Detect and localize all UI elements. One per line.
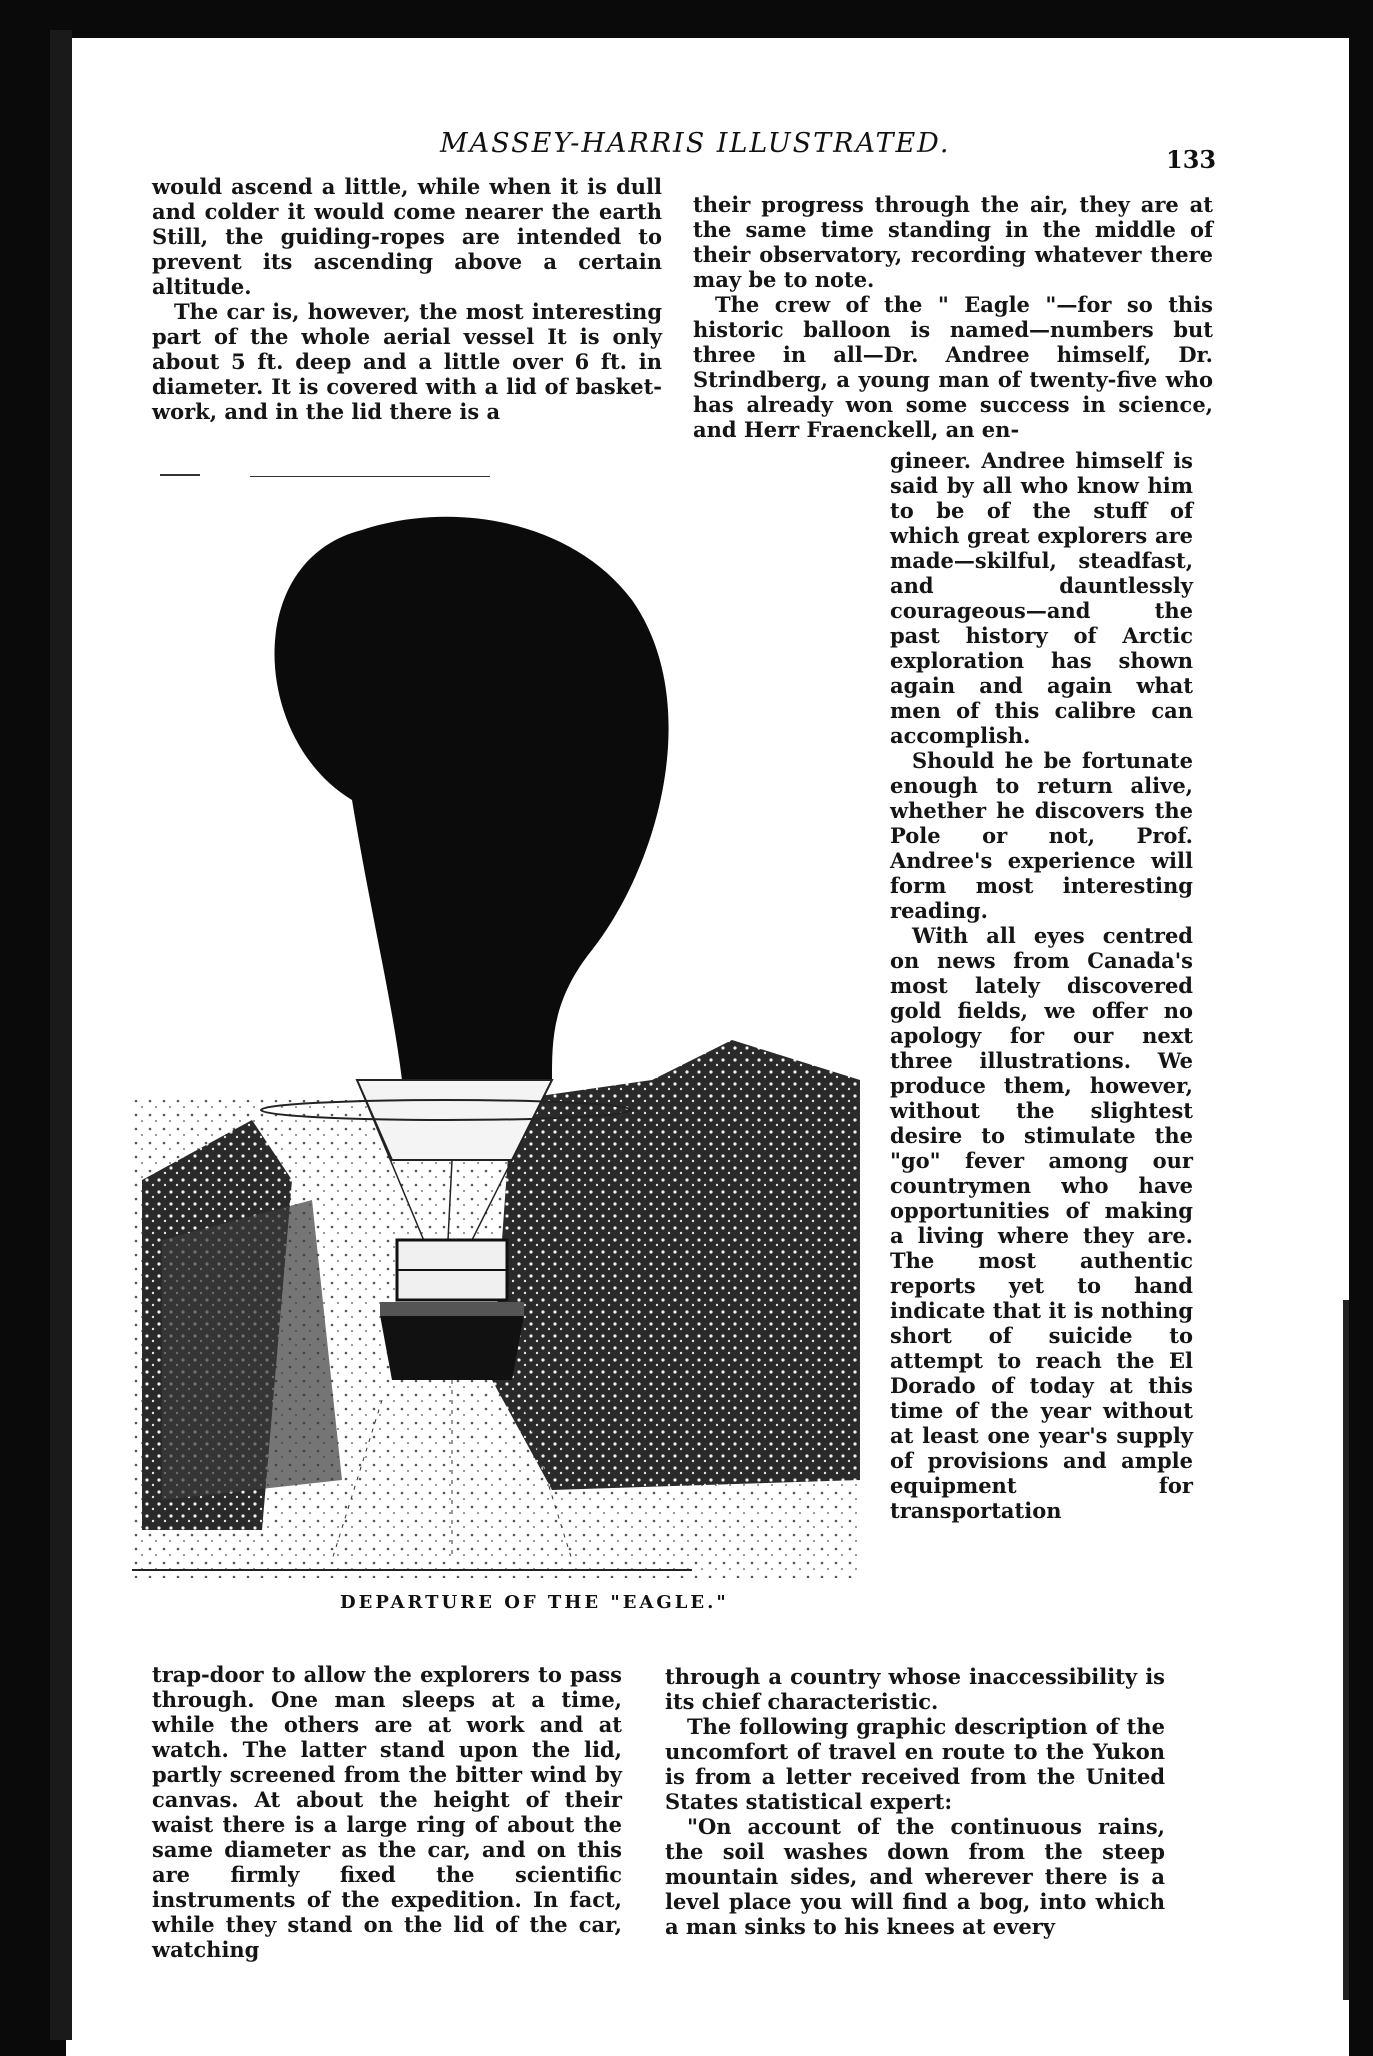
running-header: MASSEY-HARRIS ILLUSTRATED. [440, 128, 951, 159]
divider [250, 476, 490, 477]
balloon-illustration [132, 480, 860, 1578]
paragraph: gineer. Andree himself is said by all who know him to be of the stuff of which great explorers are made—skilful, steadfast, and dauntlessly courageous—and the past history of Arctic exploration has shown again and again what men of this calibre can accomplish. [890, 448, 1193, 748]
balloon-car [380, 1315, 524, 1380]
scan-border-right-noise [1343, 1300, 1349, 2000]
scan-border-right [1349, 0, 1373, 2056]
column-left-top [152, 174, 662, 424]
paragraph: "On account of the continuous rains, the soil washes down from the steep mountain sides, and wherever there is a level place you will find a bog, into which a man sinks to his knees at every [665, 1814, 1165, 1939]
paragraph: their progress through the air, they are at the same time standing in the middle of their observatory, recording whatever there may be to note. [693, 192, 1213, 292]
paragraph: The car is, however, the most interesting part of the whole aerial vessel It is only about 5 ft. deep and a little over 6 ft. in diameter. It is covered with a lid of basket-work, and in the lid there is a [152, 299, 662, 424]
illustration-caption: DEPARTURE OF THE "EAGLE." [340, 1592, 729, 1613]
column-left-bottom [152, 1662, 622, 1962]
paragraph: With all eyes centred on news from Canada's most lately discovered gold fields, we offer no apology for our next three illustrations. We produce them, however, without the slightest desire to stimulate the "go" fever among our countrymen who have opportunities of making a living where they are. The most authentic reports yet to hand indicate that it is nothing short of suicide to attempt to reach the El Dorado of today at this time of the year without at least one year's supply of provisions and ample equipment for transportation [890, 923, 1193, 1523]
paragraph: Should he be fortunate enough to return alive, whether he discovers the Pole or not, Prof. Andree's experience will form most interesting reading. [890, 748, 1193, 923]
balloon-engraving [132, 480, 860, 1578]
paragraph: through a country whose inaccessibility is its chief characteristic. [665, 1664, 1165, 1714]
scan-border-left-inner [50, 30, 72, 2040]
page-number: 133 [1166, 145, 1217, 174]
column-right-narrow [890, 448, 1193, 1523]
balloon-envelope [275, 517, 669, 1080]
scan-border-top [0, 0, 1373, 38]
paragraph: The crew of the " Eagle "—for so this historic balloon is named—numbers but three in all—Dr. Andree himself, Dr. Strindberg, a young man of twenty-five who has already won some success in science, and Herr Fraenckell, an en- [693, 292, 1213, 442]
column-right-bottom [665, 1664, 1165, 1939]
divider [160, 474, 200, 476]
paragraph: would ascend a little, while when it is dull and colder it would come nearer the earth Still, the guiding-ropes are intended to prevent its ascending above a certain altitude. [152, 174, 662, 299]
paragraph: The following graphic description of the uncomfort of travel en route to the Yukon is from a letter received from the United States statistical expert: [665, 1714, 1165, 1814]
column-right-top [693, 192, 1213, 442]
paragraph: trap-door to allow the explorers to pass through. One man sleeps at a time, while the others are at work and at watch. The latter stand upon the lid, partly screened from the bitter wind by canvas. At about the height of their waist there is a large ring of about the same diameter as the car, and on this are firmly fixed the scientific instruments of the expedition. In fact, while they stand on the lid of the car, watching [152, 1662, 622, 1962]
